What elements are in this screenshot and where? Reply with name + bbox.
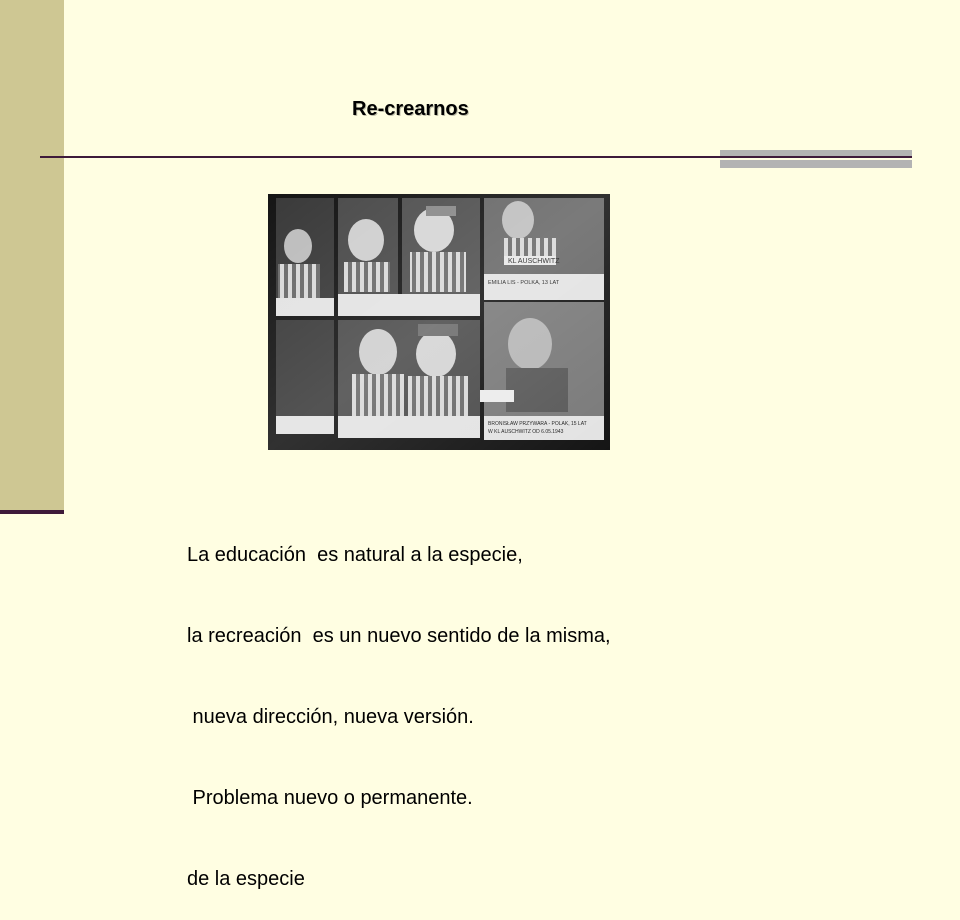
divider-accent-bar [720,160,912,168]
left-band-edge-line [0,510,64,514]
body-line: la recreación es un nuevo sentido de la misma, [187,625,611,647]
slide-body-text [187,488,611,920]
body-line: nueva dirección, nueva versión. [187,706,474,728]
left-decorative-band [0,0,64,512]
divider-accent-bar [720,150,912,156]
divider-accent [720,150,912,168]
slide-title: Re-crearnos [352,98,469,120]
body-line: La educación es natural a la especie, [187,544,523,566]
body-line: de la especie [187,868,305,890]
body-line: Problema nuevo o permanente. [187,787,473,809]
archival-photo [268,194,610,450]
